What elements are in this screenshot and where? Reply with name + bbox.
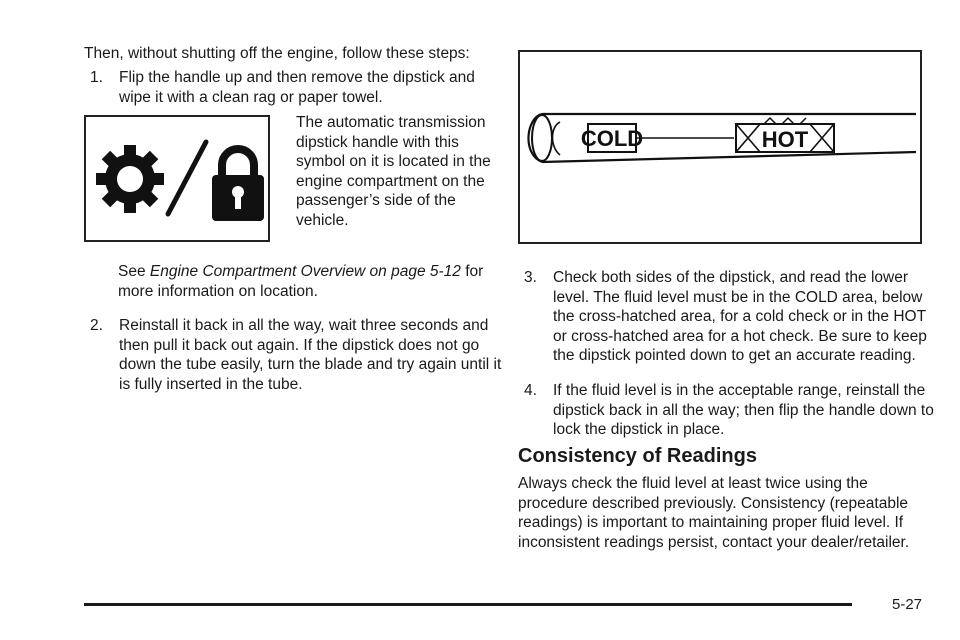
see-suffix: for more information on location. xyxy=(118,263,484,300)
step-number: 1. xyxy=(90,69,103,86)
step-text: Reinstall it back in all the way, wait three seconds and then pull it back out again. If the dipstick does not go down the tube easily, turn the blade and try again until it is fully inserted in the tube. xyxy=(119,317,502,393)
page-reference-link[interactable]: Engine Compartment Overview on page 5-12 xyxy=(149,263,461,280)
step-number: 4. xyxy=(524,382,537,399)
footer-rule xyxy=(84,603,852,606)
symbol-description: The automatic transmission dipstick handle with this symbol on it is located in the engine compartment on the passenger’s side of the vehicle. xyxy=(296,114,491,229)
section-paragraph: Always check the fluid level at least twice using the procedure described previously. Consistency (repeatable readings) is important to maintaining proper fluid level. If inconsistent readings persist, contact your dealer/retailer. xyxy=(518,475,910,551)
page-number: 5-27 xyxy=(892,596,923,613)
gear-lock-icon xyxy=(86,117,268,240)
see-reference-note xyxy=(118,262,498,301)
transmission-lock-symbol-figure xyxy=(84,115,270,242)
step-text: If the fluid level is in the acceptable range, reinstall the dipstick back in all the way; then flip the handle down to lock the dipstick in place. xyxy=(553,382,934,438)
cold-label: COLD xyxy=(580,126,644,151)
intro-text: Then, without shutting off the engine, follow these steps: xyxy=(84,45,470,62)
dipstick-illustration xyxy=(518,50,922,244)
section-heading: Consistency of Readings xyxy=(518,445,757,467)
see-prefix: See xyxy=(118,263,150,280)
dipstick-blade-drawing xyxy=(520,52,920,242)
hot-label: HOT xyxy=(761,127,809,152)
step-text: Flip the handle up and then remove the dipstick and wipe it with a clean rag or paper towel. xyxy=(119,69,475,106)
step-number: 2. xyxy=(90,317,103,334)
step-text: Check both sides of the dipstick, and read the lower level. The fluid level must be in the COLD area, below the cross-hatched area, for a cold check or in the HOT or cross-hatched area for a hot check. Be sure to keep the dipstick pointed down to get an accurate reading. xyxy=(553,269,927,364)
step-number: 3. xyxy=(524,269,537,286)
